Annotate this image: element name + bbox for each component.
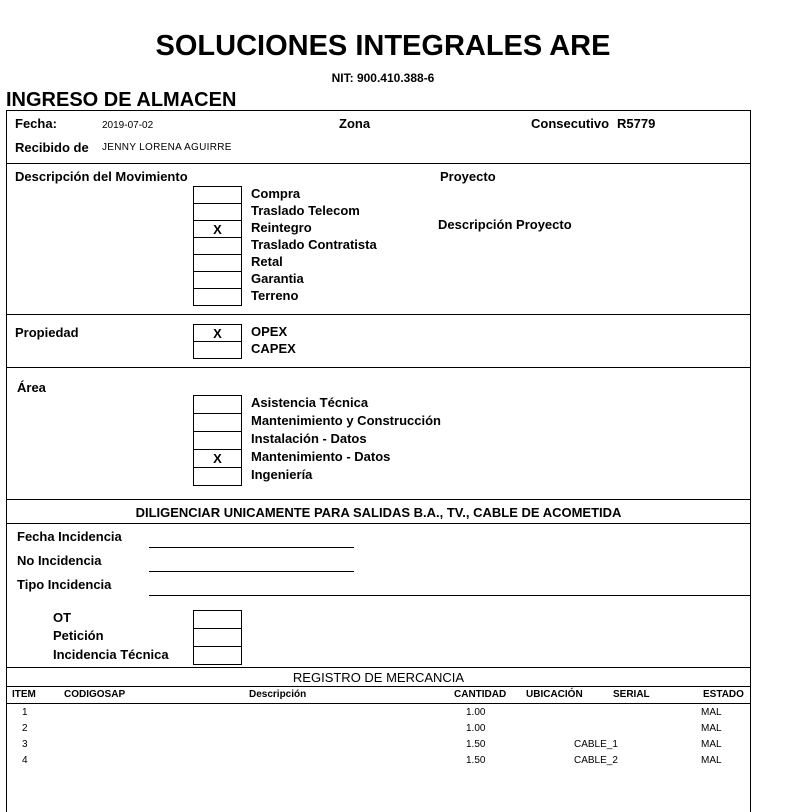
incidencia-checkboxes — [193, 610, 242, 665]
option-asistencia-tecnica: Asistencia Técnica — [251, 395, 369, 410]
checkbox-opex[interactable]: X — [194, 325, 241, 342]
option-ingenieria: Ingeniería — [251, 467, 313, 482]
movimiento-checkboxes — [193, 186, 242, 306]
checkbox-ot[interactable] — [194, 611, 241, 629]
option-traslado-contratista: Traslado Contratista — [251, 237, 377, 252]
recibido-label: Recibido de — [15, 140, 89, 155]
propiedad-checkboxes — [193, 324, 242, 359]
cell-ubicacion: CABLE_1 — [574, 739, 618, 750]
salidas-title: DILIGENCIAR UNICAMENTE PARA SALIDAS B.A., TV., CABLE DE ACOMETIDA — [135, 505, 622, 520]
col-header-codigo: CODIGOSAP — [64, 689, 126, 700]
cell-cantidad: 1.50 — [466, 755, 486, 766]
cell-estado: MAL — [701, 723, 722, 734]
registro-title: REGISTRO DE MERCANCIA — [292, 670, 465, 685]
option-incidencia-tecnica: Incidencia Técnica — [53, 647, 169, 662]
tipo-incidencia-field[interactable] — [149, 595, 750, 596]
col-header-cantidad: CANTIDAD — [454, 689, 507, 700]
movimiento-label: Descripción del Movimiento — [15, 169, 188, 184]
checkbox-peticion[interactable] — [194, 629, 241, 647]
option-traslado-telecom: Traslado Telecom — [251, 203, 360, 218]
option-opex: OPEX — [251, 324, 288, 339]
document-title: INGRESO DE ALMACEN — [6, 89, 237, 111]
cell-estado: MAL — [701, 739, 722, 750]
cell-item: 1 — [22, 707, 28, 718]
consecutivo-value: R5779 — [617, 116, 656, 131]
recibido-value: JENNY LORENA AGUIRRE — [102, 142, 232, 153]
checkbox-incidencia-tecnica[interactable] — [194, 647, 241, 665]
cell-estado: MAL — [701, 755, 722, 766]
option-garantia: Garantia — [251, 271, 304, 286]
descripcion-proyecto-label: Descripción Proyecto — [438, 217, 572, 232]
propiedad-label: Propiedad — [15, 325, 79, 340]
col-header-item: ITEM — [12, 689, 36, 700]
option-capex: CAPEX — [251, 341, 296, 356]
fecha-incidencia-field[interactable] — [149, 547, 354, 548]
company-name: SOLUCIONES INTEGRALES ARE — [155, 30, 611, 62]
option-retal: Retal — [251, 254, 283, 269]
option-ot: OT — [53, 610, 72, 625]
option-reintegro: Reintegro — [251, 220, 312, 235]
option-instalacion-datos: Instalación - Datos — [251, 431, 367, 446]
cell-item: 3 — [22, 739, 28, 750]
checkbox-terreno[interactable] — [194, 289, 241, 306]
col-header-descripcion: Descripción — [249, 689, 307, 700]
section-divider — [6, 314, 751, 315]
cell-item: 4 — [22, 755, 28, 766]
checkbox-mantenimiento-datos[interactable]: X — [194, 450, 241, 468]
no-incidencia-label: No Incidencia — [17, 553, 102, 568]
checkbox-capex[interactable] — [194, 342, 241, 359]
col-header-serial: SERIAL — [613, 689, 650, 700]
zona-label: Zona — [339, 116, 371, 131]
section-divider — [6, 667, 751, 668]
checkbox-traslado-telecom[interactable] — [194, 204, 241, 221]
checkbox-traslado-contratista[interactable] — [194, 238, 241, 255]
fecha-value: 2019-07-02 — [102, 120, 154, 131]
cell-item: 2 — [22, 723, 28, 734]
tipo-incidencia-label: Tipo Incidencia — [17, 577, 112, 592]
section-divider — [6, 367, 751, 368]
cell-ubicacion: CABLE_2 — [574, 755, 618, 766]
area-label: Área — [17, 380, 46, 395]
option-mantenimiento-datos: Mantenimiento - Datos — [251, 449, 391, 464]
option-compra: Compra — [251, 186, 301, 201]
checkbox-retal[interactable] — [194, 255, 241, 272]
cell-estado: MAL — [701, 707, 722, 718]
section-divider — [6, 703, 751, 704]
checkbox-instalacion-datos[interactable] — [194, 432, 241, 450]
area-checkboxes — [193, 395, 242, 486]
checkbox-compra[interactable] — [194, 187, 241, 204]
company-nit: NIT: 900.410.388-6 — [331, 71, 435, 85]
section-divider — [6, 523, 751, 524]
section-divider — [6, 163, 751, 164]
checkbox-asistencia-tecnica[interactable] — [194, 396, 241, 414]
cell-cantidad: 1.50 — [466, 739, 486, 750]
checkbox-reintegro[interactable]: X — [194, 221, 241, 238]
section-divider — [6, 499, 751, 500]
checkbox-garantia[interactable] — [194, 272, 241, 289]
proyecto-label: Proyecto — [440, 169, 496, 184]
checkbox-ingenieria[interactable] — [194, 468, 241, 486]
col-header-ubicacion: UBICACIÓN — [526, 689, 583, 700]
no-incidencia-field[interactable] — [149, 571, 354, 572]
checkbox-mantenimiento-construccion[interactable] — [194, 414, 241, 432]
section-divider — [6, 686, 751, 687]
consecutivo-label: Consecutivo — [531, 116, 610, 131]
cell-cantidad: 1.00 — [466, 723, 486, 734]
col-header-estado: ESTADO — [703, 689, 744, 700]
option-mantenimiento-construccion: Mantenimiento y Construcción — [251, 413, 441, 428]
fecha-label: Fecha: — [15, 116, 57, 131]
cell-cantidad: 1.00 — [466, 707, 486, 718]
option-peticion: Petición — [53, 628, 104, 643]
fecha-incidencia-label: Fecha Incidencia — [17, 529, 122, 544]
option-terreno: Terreno — [251, 288, 299, 303]
